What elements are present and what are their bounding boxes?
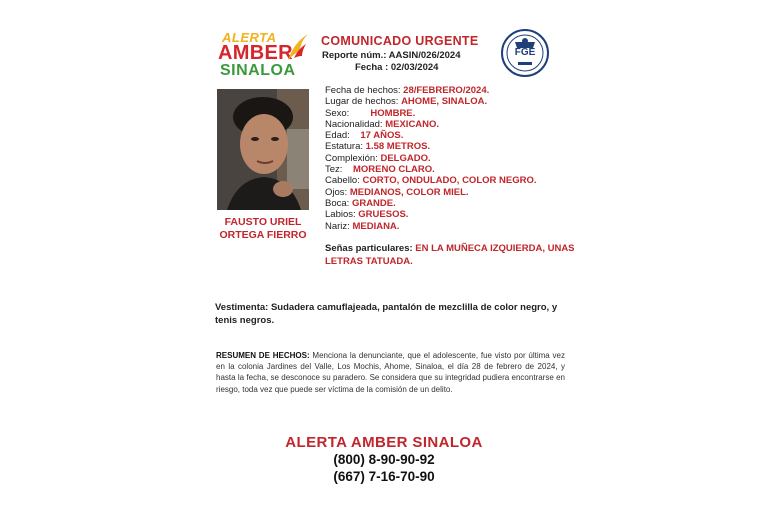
detail-value: CORTO, ONDULADO, COLOR NEGRO. (362, 175, 537, 187)
logo-line3: SINALOA (220, 62, 296, 79)
bird-icon (286, 32, 310, 62)
detail-row (325, 85, 537, 96)
detail-value: MORENO CLARO. (352, 164, 435, 176)
detail-value: 28/FEBRERO/2024. (403, 85, 490, 96)
detail-label: Labios: (325, 209, 359, 221)
name-line2: ORTEGA FIERRO (219, 229, 307, 241)
detail-row (325, 141, 537, 152)
summary-of-events (216, 350, 565, 395)
detail-row (325, 209, 537, 220)
detail-value: HOMBRE. (370, 107, 416, 119)
detail-label: Sexo: (325, 107, 371, 119)
footer-title: ALERTA AMBER SINALOA (285, 434, 483, 451)
phone-number-2: (667) 7-16-70-90 (333, 469, 435, 484)
detail-row (325, 198, 537, 209)
detail-row (325, 153, 537, 164)
detail-value: AHOME, SINALOA. (401, 96, 488, 108)
detail-value: 17 AÑOS. (360, 130, 404, 142)
detail-row (325, 175, 537, 186)
detail-label: Complexión: (325, 152, 381, 164)
phone-number-1: (800) 8-90-90-92 (333, 452, 435, 467)
detail-label: Ojos: (325, 186, 350, 198)
clothing-description: Vestimenta: Sudadera camuflajeada, pantalón de mezclilla de color negro, y tenis negros. (215, 302, 558, 326)
detail-value: MEXICANO. (385, 118, 440, 130)
report-number: Reporte núm.: AASIN/026/2024 (322, 50, 461, 61)
detail-row (325, 108, 537, 119)
person-name (217, 216, 309, 242)
person-portrait-icon (217, 89, 309, 210)
seal-text: FGE (514, 47, 536, 58)
alerta-amber-logo (218, 30, 310, 82)
detail-value: 1.58 METROS. (365, 141, 431, 153)
senas-value: EN LA MUÑECA IZQUIERDA, UNAS LETRAS TATUADA. (325, 243, 575, 267)
detail-label: Boca: (325, 197, 352, 209)
fge-seal (500, 28, 550, 78)
summary-text: Menciona la denunciante, que el adolescente, fue visto por última vez en la colonia Jardines del Valle, Los Mochis, Ahome, Sinaloa, el día 28 de febrero de 2024, y hasta la fecha, se desconoce su paradero. Se considera que su integridad pudiera encontrarse en riesgo, toda vez que puede ser víctima de la comisión de un delito. (216, 351, 565, 394)
detail-value: MEDIANA. (352, 220, 400, 232)
detail-row (325, 164, 537, 175)
page-title: COMUNICADO URGENTE (321, 34, 479, 48)
detail-row (325, 221, 537, 232)
detail-label: Cabello: (325, 175, 363, 187)
detail-value: GRANDE. (351, 197, 396, 209)
distinguishing-marks (325, 242, 587, 268)
name-line1: FAUSTO URIEL (224, 216, 302, 228)
detail-row (325, 130, 537, 141)
detail-label: Edad: (325, 130, 361, 142)
detail-value: DELGADO. (380, 152, 431, 164)
detail-label: Fecha de hechos: (325, 85, 404, 96)
logo-line1: ALERTA (222, 30, 277, 45)
report-date: Fecha : 02/03/2024 (355, 62, 439, 73)
summary-label: RESUMEN DE HECHOS: (216, 351, 310, 360)
detail-value: GRUESOS. (358, 209, 409, 221)
detail-label: Nacionalidad: (325, 118, 386, 130)
detail-row (325, 187, 537, 198)
missing-person-photo (217, 89, 309, 210)
senas-label: Señas particulares: (325, 243, 416, 254)
detail-label: Tez: (325, 164, 353, 176)
detail-row (325, 119, 537, 130)
detail-value: MEDIANOS, COLOR MIEL. (349, 186, 469, 198)
detail-row (325, 96, 537, 107)
person-details (325, 85, 537, 232)
logo-line2: AMBER (218, 42, 293, 64)
detail-label: Estatura: (325, 141, 366, 153)
detail-label: Lugar de hechos: (325, 96, 402, 108)
detail-label: Nariz: (325, 220, 353, 232)
